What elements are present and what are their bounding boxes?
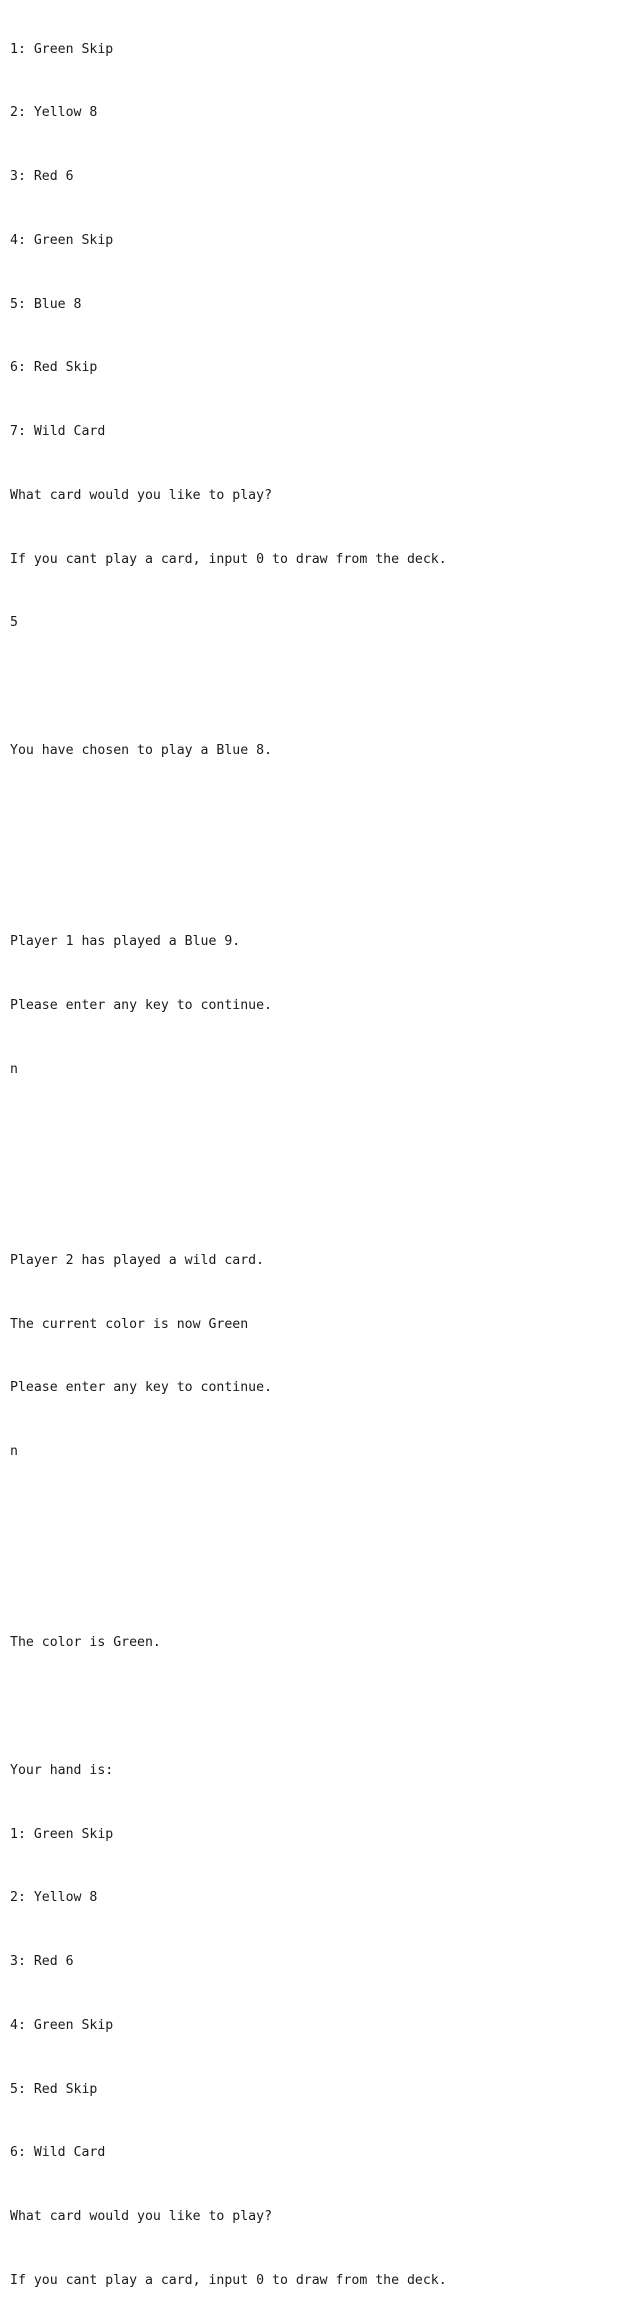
blank-line xyxy=(10,1569,447,1590)
play-prompt: What card would you like to play? xyxy=(10,487,273,503)
continue-prompt: Please enter any key to continue. xyxy=(10,1380,273,1396)
hand-card-2: 2: Yellow 8 xyxy=(10,105,98,121)
user-input-line: n xyxy=(10,1444,18,1459)
hand-card-4: 4: Green Skip xyxy=(10,2017,114,2033)
hand-card-6: 6: Wild Card xyxy=(10,2145,106,2161)
color-status-message: The color is Green. xyxy=(10,1635,161,1651)
hand-card-5: 5: Blue 8 xyxy=(10,296,82,312)
hand-card-7: 7: Wild Card xyxy=(10,424,106,439)
blank-line xyxy=(10,1696,447,1717)
hand-card-2: 2: Yellow 8 xyxy=(10,1890,98,1906)
hand-heading: Your hand is: xyxy=(10,1762,114,1778)
continue-prompt: Please enter any key to continue. xyxy=(10,997,273,1013)
blank-line xyxy=(10,867,447,888)
hand-card-1: 1: Green Skip xyxy=(10,41,114,57)
chosen-card-message: You have chosen to play a Blue 8. xyxy=(10,742,273,758)
play-prompt: What card would you like to play? xyxy=(10,2209,273,2224)
blank-line xyxy=(10,676,447,697)
hand-card-3: 3: Red 6 xyxy=(10,1954,74,1969)
blank-line xyxy=(10,1122,447,1143)
blank-line xyxy=(10,1505,447,1526)
hand-card-5: 5: Red Skip xyxy=(10,2081,98,2097)
hand-card-3: 3: Red 6 xyxy=(10,169,74,184)
player-1-play-message: Player 1 has played a Blue 9. xyxy=(10,934,241,949)
hand-card-4: 4: Green Skip xyxy=(10,232,114,248)
hand-card-1: 1: Green Skip xyxy=(10,1826,114,1842)
user-input-line: 5 xyxy=(10,615,18,631)
draw-instruction: If you cant play a card, input 0 to draw from the deck. xyxy=(10,2272,447,2288)
blank-line xyxy=(10,1186,447,1207)
console-output xyxy=(10,0,447,2312)
blank-line xyxy=(10,804,447,825)
player-2-play-message: Player 2 has played a wild card. xyxy=(10,1252,265,1268)
current-color-message: The current color is now Green xyxy=(10,1316,249,1332)
user-input-line: n xyxy=(10,1061,18,1077)
hand-card-6: 6: Red Skip xyxy=(10,360,98,376)
draw-instruction: If you cant play a card, input 0 to draw from the deck. xyxy=(10,551,447,567)
